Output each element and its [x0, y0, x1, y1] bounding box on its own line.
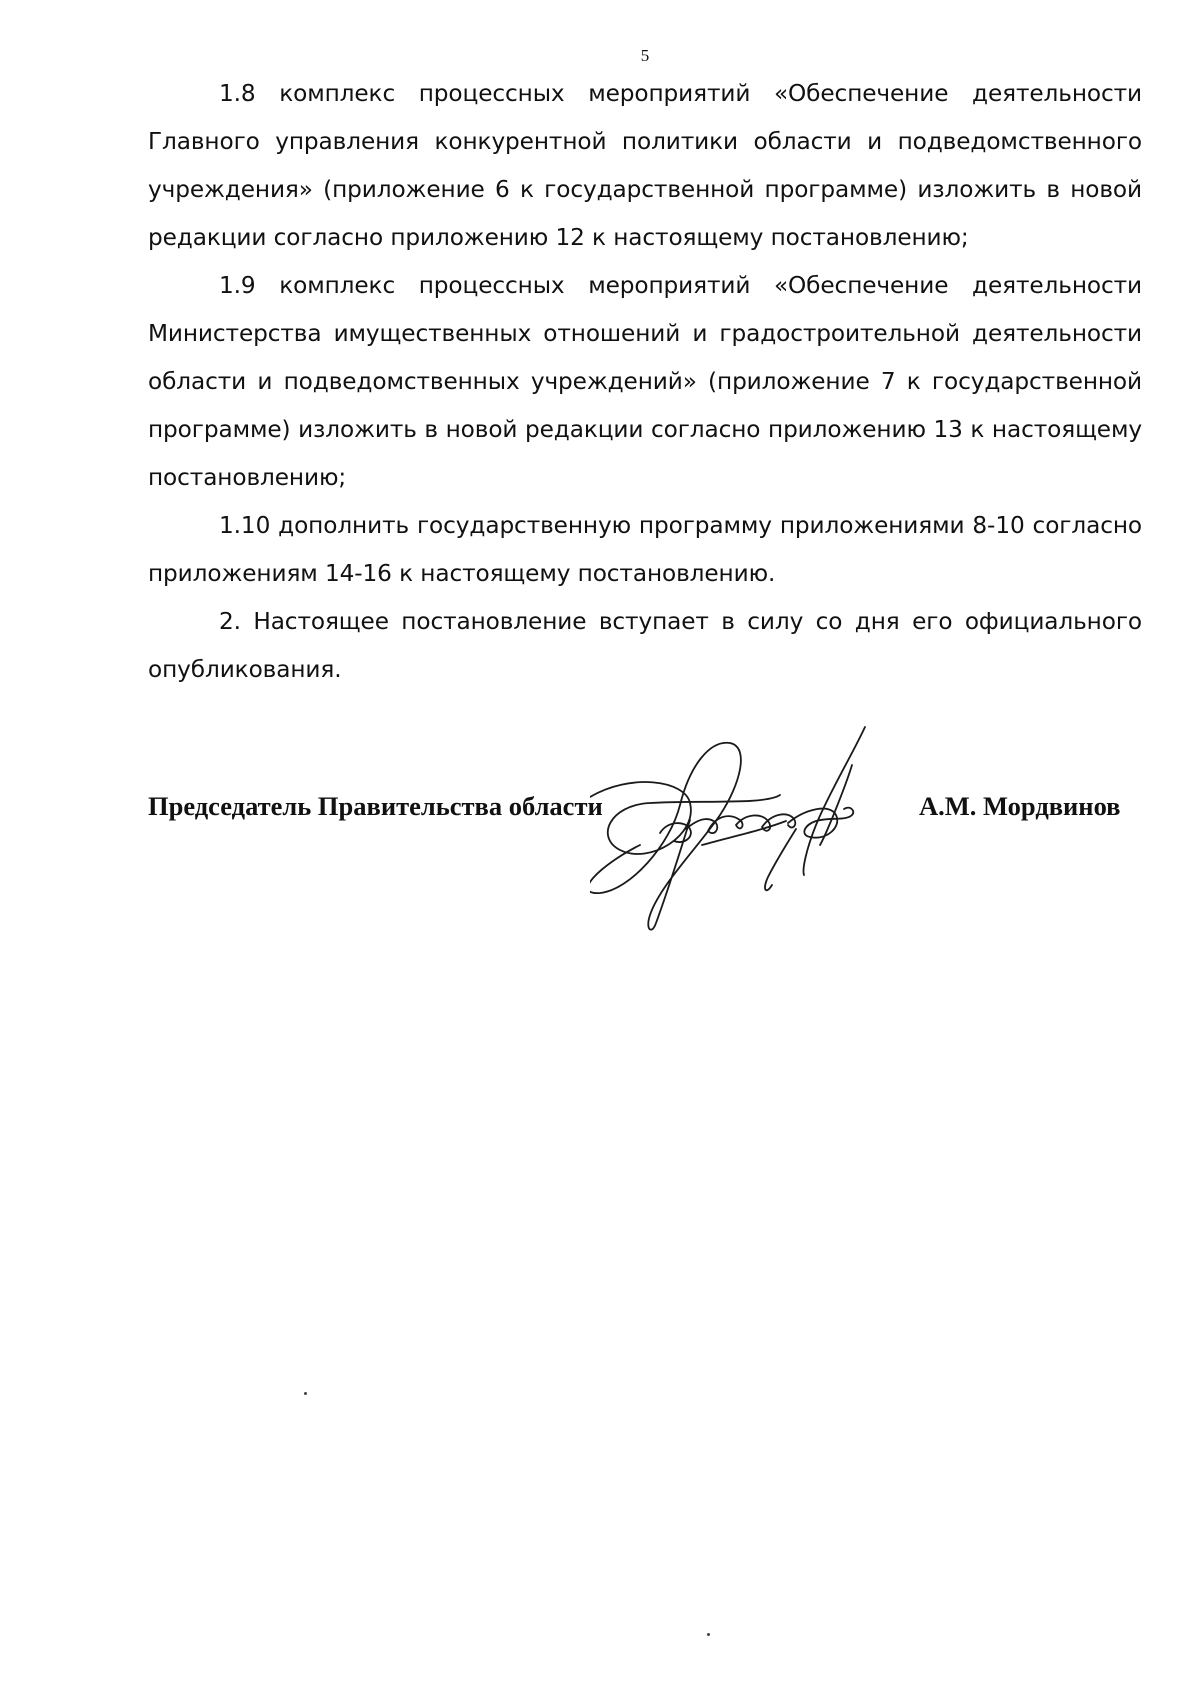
paragraph-2: 2. Настоящее постановление вступает в силу со дня его официального опубликования. — [148, 608, 1142, 683]
scan-speck — [707, 1633, 710, 1636]
signatory-title: Председатель Правительства области — [148, 791, 603, 821]
signatory-name: А.М. Мордвинов — [919, 791, 1121, 821]
page-number: 5 — [640, 46, 650, 65]
scan-speck — [304, 1392, 307, 1395]
handwritten-signature — [590, 725, 940, 940]
paragraph-1-9: 1.9 комплекс процессных мероприятий «Обеспечение деятельности Министерства имущественных отношений и градостроительной деятельности области и подведомственных учреждений» (приложение 7 к государственной программе) изложить в новой редакции согласно приложению 13 к настоящему постановлению; — [148, 272, 1142, 491]
paragraph-1-8: 1.8 комплекс процессных мероприятий «Обеспечение деятельности Главного управления конкурентной политики области и подведомственного учреждения» (приложение 6 к государственной программе) изложить в новой редакции согласно приложению 12 к настоящему постановлению; — [148, 80, 1142, 251]
paragraph-1-10: 1.10 дополнить государственную программу приложениями 8-10 согласно приложениям 14-16 к настоящему постановлению. — [148, 512, 1142, 587]
document-body — [148, 70, 1142, 694]
